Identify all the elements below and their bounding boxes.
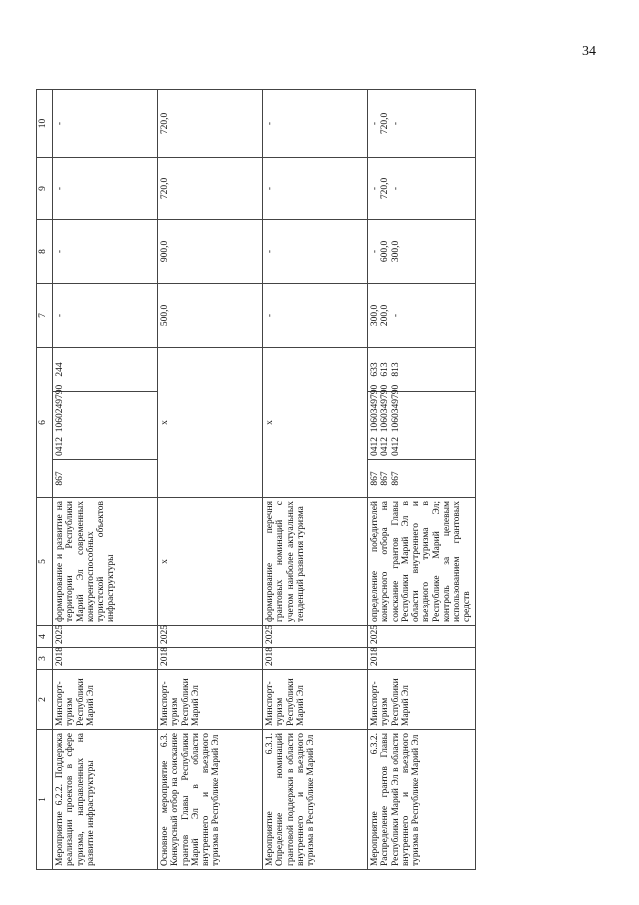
end-year: 2025 (368, 626, 476, 648)
amount-value: 720,0 (380, 112, 391, 135)
start-year: 2018 (158, 648, 263, 670)
header-col-2: 2 (37, 670, 53, 730)
amount-value: - (370, 121, 380, 126)
amount-value: - (265, 249, 275, 254)
measure-name: Мероприятие 6.3.1. Определение номинаций грантовой поддержки в области внутреннего и въездного туризма в Республике Марий Эл (263, 730, 368, 870)
amount-2019 (158, 219, 263, 283)
amount-value: - (55, 186, 65, 191)
budget-classification: x (263, 347, 368, 497)
amount-value: - (265, 121, 275, 126)
expected-result: формирование и развитие на территории Республики Марий Эл современных конкурентоспособных туристской объектов инфраструктуры (53, 498, 158, 626)
csr-value: 1060349790 (380, 384, 391, 433)
amount-value: - (265, 313, 275, 318)
vr-value: 633 (370, 362, 380, 377)
header-col-8: 8 (37, 219, 53, 283)
amount-2021 (53, 89, 158, 157)
rzpr-value: 0412 (55, 437, 65, 456)
amount-value: - (390, 121, 401, 126)
executor: Минспорт-туризм Республики Марий Эл (368, 670, 476, 730)
table-row (53, 89, 158, 869)
amount-2019 (263, 219, 368, 283)
amount-2020 (263, 157, 368, 219)
measure-name: Мероприятие 6.2.2. Поддержка реализации проектов в сфере туризма, направленных на развитие инфраструктуры (53, 730, 158, 870)
amount-value: 720,0 (160, 177, 170, 200)
rzpr-value: 0412 (370, 437, 380, 456)
header-col-6: 6 (37, 347, 53, 497)
end-year: 2025 (53, 626, 158, 648)
amount-2021 (263, 89, 368, 157)
executor: Минспорт-туризм Республики Марий Эл (53, 670, 158, 730)
amount-value: 500,0 (160, 304, 170, 327)
amount-value: - (370, 249, 380, 254)
amount-2020 (53, 157, 158, 219)
grbs-value: 867 (55, 471, 65, 486)
expense-type-code (53, 347, 158, 391)
target-article-code (53, 384, 158, 460)
measure-name: Мероприятие 6.3.2. Распределение грантов Главы Республики Марий Эл в области внутреннего и въездного туризма в Республике Марий Эл (368, 730, 476, 870)
grbs-value: 867 (370, 471, 380, 486)
grbs-code (53, 460, 158, 498)
expected-result: формирование перечня грантовых номинаций с учетом наиболее актуальных тенденций развития туризма (263, 498, 368, 626)
header-col-1: 1 (37, 730, 53, 870)
expected-result: x (158, 498, 263, 626)
target-article-code (368, 384, 476, 460)
end-year: 2025 (158, 626, 263, 648)
amount-value: - (370, 186, 380, 191)
amount-value: 600,0 (380, 240, 391, 263)
amount-2018 (53, 283, 158, 347)
rzpr-value: 0412 (380, 437, 391, 456)
amount-value: - (390, 186, 401, 191)
amount-value: 720,0 (380, 177, 391, 200)
budget-classification: x (158, 347, 263, 497)
program-table (36, 89, 476, 870)
amount-2019 (53, 219, 158, 283)
amount-2020 (368, 157, 476, 219)
amount-2020 (158, 157, 263, 219)
table-row (368, 89, 476, 869)
grbs-value: 867 (390, 471, 401, 486)
vr-value: 613 (380, 362, 391, 377)
grbs-value: 867 (380, 471, 391, 486)
amount-value: 900,0 (160, 240, 170, 263)
executor: Минспорт-туризм Республики Марий Эл (263, 670, 368, 730)
rotated-table-wrapper (36, 90, 566, 870)
code-line (390, 384, 401, 456)
executor: Минспорт-туризм Республики Марий Эл (158, 670, 263, 730)
expected-result: определение победителей конкурсного отбора на соискание грантов Главы Республики Марий Эл в области внутреннего и въездного туризма в Республике Марий Эл; контроль за целевым использованием грантовых средств (368, 498, 476, 626)
amount-value: 300,0 (370, 304, 380, 327)
header-col-10: 10 (37, 89, 53, 157)
header-col-7: 7 (37, 283, 53, 347)
rzpr-value: 0412 (390, 437, 401, 456)
vr-value: 244 (55, 362, 65, 377)
amount-2018 (263, 283, 368, 347)
header-col-3: 3 (37, 648, 53, 670)
code-line (380, 384, 391, 456)
amount-value: - (55, 313, 65, 318)
header-col-9: 9 (37, 157, 53, 219)
amount-2021 (368, 89, 476, 157)
measure-name: Основное мероприятие 6.3. Конкурсный отбор на соискание грантов Главы Республики Марий Эл в области внутреннего и въездного туризма в Республике Марий Эл (158, 730, 263, 870)
amount-value: - (55, 249, 65, 254)
header-col-4: 4 (37, 626, 53, 648)
amount-value: 200,0 (380, 304, 391, 327)
csr-value: 1060249790 (55, 384, 65, 433)
end-year: 2025 (263, 626, 368, 648)
start-year: 2018 (263, 648, 368, 670)
table-row (158, 89, 263, 869)
amount-2018 (368, 283, 476, 347)
amount-2019 (368, 219, 476, 283)
start-year: 2018 (53, 648, 158, 670)
grbs-code (368, 460, 476, 498)
vr-value: 813 (390, 362, 401, 377)
amount-value: - (265, 186, 275, 191)
csr-value: 1060349790 (390, 384, 401, 433)
header-row (37, 89, 53, 869)
table-row (263, 89, 368, 869)
page-number: 34 (582, 44, 596, 59)
start-year: 2018 (368, 648, 476, 670)
amount-2018 (158, 283, 263, 347)
header-col-5: 5 (37, 498, 53, 626)
csr-value: 1060349790 (370, 384, 380, 433)
code-line (370, 384, 380, 456)
amount-value: - (390, 313, 401, 318)
amount-value: 720,0 (160, 112, 170, 135)
amount-2021 (158, 89, 263, 157)
amount-value: 300,0 (390, 240, 401, 263)
amount-value: - (55, 121, 65, 126)
